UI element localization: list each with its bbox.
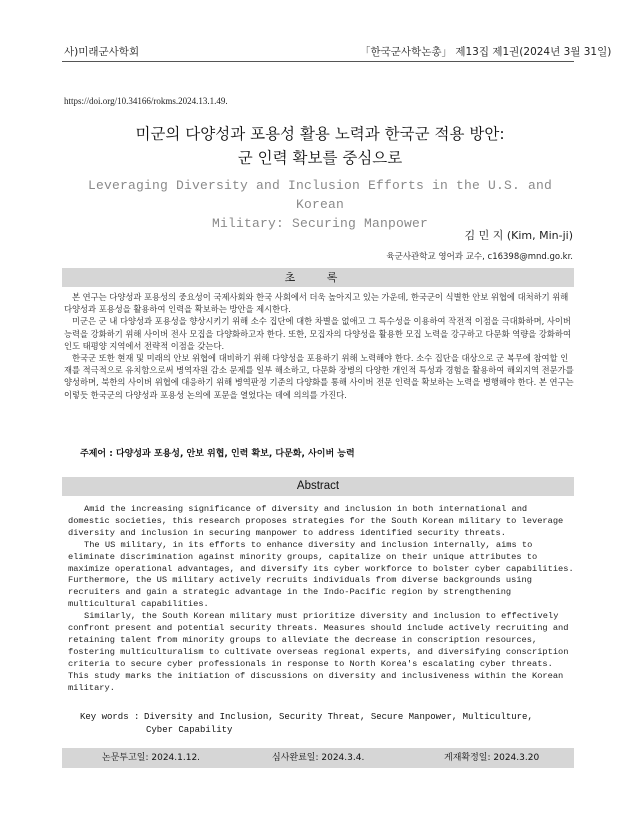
review-completed-date: 심사완료일: 2024.3.4. xyxy=(272,753,365,763)
english-abstract-body xyxy=(68,504,574,695)
title-english-line2: Military: Securing Manpower xyxy=(211,216,429,231)
korean-abstract-paragraph: 본 연구는 다양성과 포용성의 중요성이 국제사회와 한국 사회에서 더욱 높아지고 있는 가운데, 한국군이 식별한 안보 위협에 대처하기 위해 다양성과 포용성을 활용하여 인력을 확보하는 방안을 제시한다. xyxy=(64,292,569,315)
english-abstract-heading: Abstract xyxy=(62,477,574,496)
english-abstract-paragraph: Similarly, the South Korean military must prioritize diversity and inclusion to effectively confront present and potential security threats. Measures should include actively recruiting and retaining talent from minority groups to alleviate the decrease in conscription resources, fostering multiculturalism to cultivate overseas regional experts, and diversifying conscription criteria to secure cyber professionals in response to North Korea's escalating cyber threats. This study marks the initiation of discussions on diversity and inclusiveness within the Korean military. xyxy=(68,611,569,693)
title-korean-line1: 미군의 다양성과 포용성 활용 노력과 한국군 적용 방안: xyxy=(135,125,505,143)
publication-dates-bar xyxy=(62,748,574,768)
accepted-date: 게재확정일: 2024.3.20 xyxy=(444,753,540,763)
korean-keywords: 주제어 : 다양성과 포용성, 안보 위협, 인력 확보, 다문화, 사이버 능력 xyxy=(80,449,355,459)
title-english xyxy=(62,176,578,233)
korean-abstract-paragraph: 미군은 군 내 다양성과 포용성을 향상시키기 위해 소수 집단에 대한 차별을 없애고 그 특수성을 이용하여 작전적 이점을 극대화하며, 사이버 능력을 강화하기 위해 사이버 전사 모집을 다양화하고자 한다. 또한, 모집자의 다양성을 활용한 모집 노력을 강구하고 다문화 역량을 강화하여 인도 태평양 지역에서 전략적 이점을 갖는다. xyxy=(64,316,571,351)
author-name: 김 민 지 (Kim, Min-ji) xyxy=(464,229,573,242)
doi-link[interactable]: https://doi.org/10.34166/rokms.2024.13.1.49. xyxy=(64,96,228,106)
header-rule xyxy=(62,61,574,62)
title-korean-line2: 군 인력 확보를 중심으로 xyxy=(237,149,403,167)
korean-abstract-paragraph: 한국군 또한 현재 및 미래의 안보 위협에 대비하기 위해 다양성을 포용하기 위해 노력해야 한다. 소수 집단을 대상으로 군 복무에 참여할 인재를 적극적으로 유치함으로써 병역자원 감소 문제를 일부 해소하고, 다문화 장병의 다양한 개인적 특성과 경험을 활용하여 해외지역 전문가를 양성하며, 북한의 사이버 위협에 대응하기 위해 병역판정 기준의 다양화를 통해 사이버 전문 인력을 확보하는 노력을 병행해야 한다. 본 연구는 이렇듯 한국군의 다양성과 포용성 논의에 포문을 열었다는 데에 의의를 가진다. xyxy=(64,353,574,400)
author-affiliation: 육군사관학교 영어과 교수, c16398@mnd.go.kr. xyxy=(386,252,573,262)
korean-abstract-body xyxy=(64,291,574,401)
english-abstract-paragraph: The US military, in its efforts to enhance diversity and inclusion internally, aims to eliminate discrimination against minority groups, capitalize on their unique attributes to maximize operational advantages, and diversify its cyber workforce to bolster cyber capabilities. Furthermore, the US military actively recruits individuals from diverse backgrounds using recruiters and gain a strategic advantage in the Indo-Pacific region by strengthening multicultural capabilities. xyxy=(68,539,574,610)
submitted-date: 논문투고일: 2024.1.12. xyxy=(102,753,201,763)
english-keywords-label: Key words : xyxy=(80,712,140,722)
english-abstract-paragraph: Amid the increasing significance of diversity and inclusion in both international and domestic societies, this research proposes strategies for the South Korean military to leverage diversity and inclusion in securing manpower to address identified security threats. xyxy=(68,504,564,538)
title-english-line1: Leveraging Diversity and Inclusion Efforts in the U.S. and Korean xyxy=(87,178,553,212)
korean-abstract-heading: 초 록 xyxy=(62,268,574,287)
journal-issue-info: 「한국군사학논총」 제13집 제1권(2024년 3월 31일) xyxy=(360,46,612,58)
journal-society-name: 사)미래군사학회 xyxy=(64,46,140,58)
title-korean xyxy=(62,122,578,170)
english-keywords-line2: Cyber Capability xyxy=(146,724,233,735)
english-keywords-line1: Diversity and Inclusion, Security Threat, Secure Manpower, Multiculture, xyxy=(144,712,533,722)
english-keywords xyxy=(80,711,533,736)
